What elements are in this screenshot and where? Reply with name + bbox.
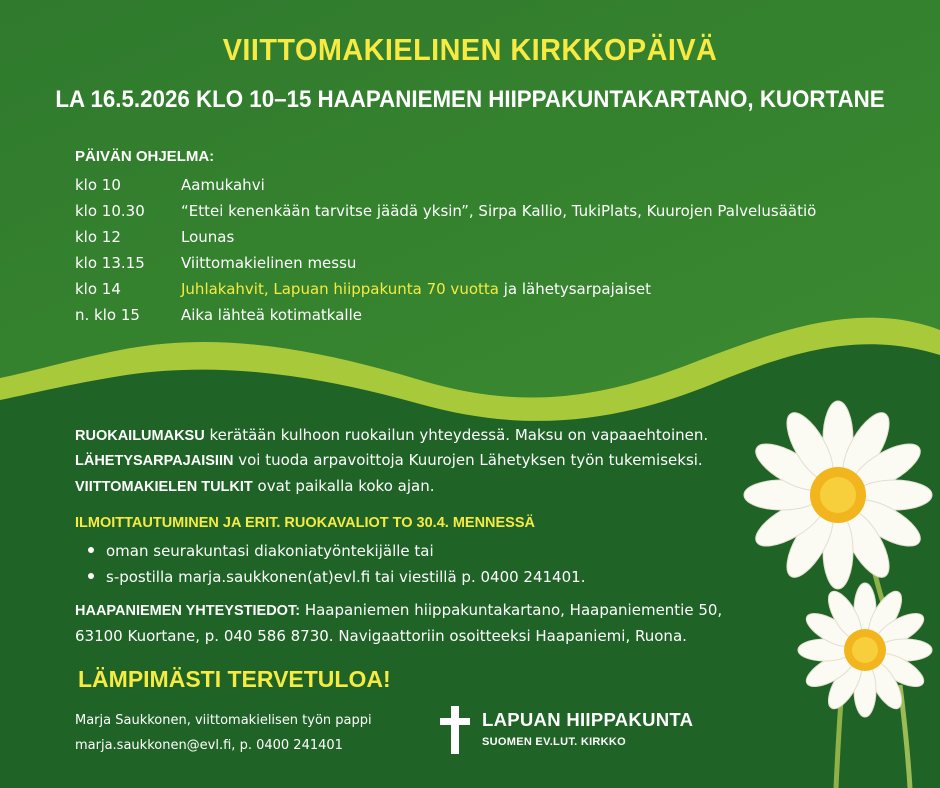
program-desc: [181, 280, 651, 298]
cross-icon: [440, 706, 470, 754]
registration-bullet: [88, 568, 585, 586]
program-desc: Viittomakielinen messu: [181, 254, 357, 272]
program-highlight: Juhlakahvit, Lapuan hiippakunta 70 vuotta: [181, 280, 499, 298]
contact-line: [75, 627, 687, 645]
info-key: LÄHETYSARPAJAISIIN: [75, 453, 234, 469]
bullet-text: oman seurakuntasi diakoniatyöntekijälle tai: [106, 542, 434, 560]
bullet-dot: [88, 573, 94, 579]
info-line: [75, 451, 703, 469]
registration-bullet: [88, 542, 434, 560]
logo-name: LAPUAN HIIPPAKUNTA: [482, 709, 694, 730]
contact-key: HAAPANIEMEN YHTEYSTIEDOT:: [75, 603, 301, 619]
program-desc: “Ettei kenenkään tarvitse jäädä yksin”, Sirpa Kallio, TukiPlats, Kuurojen Palvelusäätiö: [181, 202, 817, 220]
info-text: ovat paikalla koko ajan.: [252, 477, 435, 495]
bullet-text: s-postilla marja.saukkonen(at)evl.fi tai viestillä p. 0400 241401.: [106, 568, 586, 586]
welcome-text: LÄMPIMÄSTI TERVETULOA!: [78, 666, 391, 692]
bullet-dot: [88, 547, 94, 553]
program-time: klo 10.30: [75, 202, 145, 220]
signature-name: Marja Saukkonen, viittomakielisen työn pappi: [75, 713, 372, 728]
info-text: kerätään kulhoon ruokailun yhteydessä. Maksu on vapaaehtoinen.: [204, 426, 709, 444]
program-desc: Aamukahvi: [181, 176, 265, 194]
info-text: voi tuoda arpavoittoja Kuurojen Lähetyksen työn tukemiseksi.: [233, 451, 703, 469]
contact-text: 63100 Kuortane, p. 040 586 8730. Navigaattoriin osoitteeksi Haapaniemi, Ruona.: [75, 627, 687, 645]
registration-heading: ILMOITTAUTUMINEN JA ERIT. RUOKAVALIOT TO 30.4. MENNESSÄ: [75, 515, 535, 531]
program-time: klo 13.15: [75, 254, 145, 272]
info-line: [75, 477, 434, 495]
program-desc-rest: ja lähetysarpajaiset: [498, 280, 652, 298]
info-line: [75, 426, 708, 444]
program-heading: PÄIVÄN OHJELMA:: [75, 148, 215, 165]
program-desc: Aika lähteä kotimatkalle: [181, 306, 362, 324]
signature-contact: marja.saukkonen@evl.fi, p. 0400 241401: [75, 738, 343, 753]
contact-line: [75, 601, 722, 619]
info-key: VIITTOMAKIELEN TULKIT: [75, 479, 253, 495]
program-time: n. klo 15: [75, 306, 140, 324]
program-time: klo 10: [75, 176, 121, 194]
info-key: RUOKAILUMAKSU: [75, 428, 205, 444]
daisy-flower-icon: [740, 395, 940, 788]
contact-text: Haapaniemen hiippakuntakartano, Haapaniementie 50,: [300, 601, 723, 619]
event-subtitle: LA 16.5.2026 KLO 10–15 HAAPANIEMEN HIIPPAKUNTAKARTANO, KUORTANE: [55, 86, 885, 113]
program-time: klo 14: [75, 280, 121, 298]
program-desc: Lounas: [181, 228, 235, 246]
page-title: VIITTOMAKIELINEN KIRKKOPÄIVÄ: [222, 32, 718, 67]
program-time: klo 12: [75, 228, 121, 246]
logo-subtitle: SUOMEN EV.LUT. KIRKKO: [482, 736, 627, 748]
